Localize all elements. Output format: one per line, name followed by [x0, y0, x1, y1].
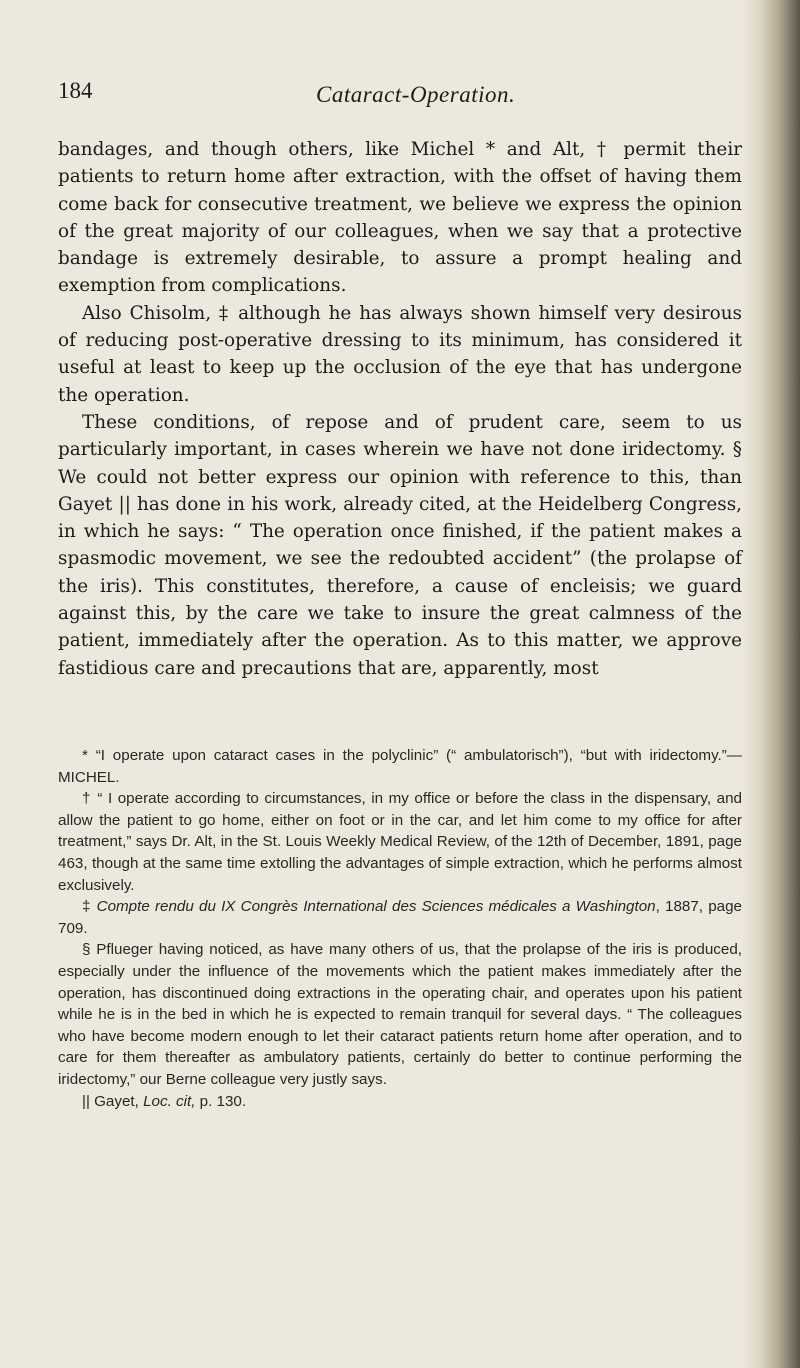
footnote-citation-title: Loc. cit, [143, 1092, 196, 1110]
page-edge-shadow [742, 0, 800, 1368]
body-paragraph: bandages, and though others, like Michel * and Alt, † permit their patients to return home after extraction, with the offset of having them come back for consecutive treatment, we believe we express the opinion of the great majority of our colleagues, when we say that a protective bandage is extremely desirable, to assure a prompt healing and exemption from complications. [58, 139, 742, 297]
body-text [58, 136, 742, 682]
footnote-alt: † “ I operate according to circumstances, in my office or before the class in the dispensary, and allow the patient to go home, either on foot or in the car, and let him come to my office for after treatment,” says Dr. Alt, in the St. Louis Weekly Medical Review, of the 12th of December, 1891, page 463, though at the same time extolling the advantages of simple extraction, which he performs almost exclusively. [58, 790, 742, 894]
footnotes [58, 745, 742, 1112]
footnote-citation-rest: p. 130. [195, 1092, 247, 1110]
running-head: Cataract-Operation. [316, 82, 516, 107]
body-paragraph: Also Chisolm, ‡ although he has always shown himself very desirous of reducing post-operative dressing to its minimum, has considered it useful at least to keep up the occlusion of the eye that has undergone the operation. [58, 302, 742, 406]
footnote-citation-title: Compte rendu du IX Congrès International des Sciences médicales a Washington [96, 898, 656, 916]
footnote-pflueger: § Pflueger having noticed, as have many others of us, that the prolapse of the iris is produced, especially under the influence of the movements which the patient makes immediately after the operation, has discontinued doing extractions in the operating chair, and operates upon his patient while he is in the bed in which he is expected to remain tranquil for several days. “ The colleagues who have become modern enough to let their cataract patients return home after operation, and to care for them thereafter as ambulatory patients, certainly do better to continue performing the iridectomy,” our Berne colleague very justly says. [58, 941, 742, 1088]
page-number: 184 [58, 78, 93, 103]
page-header [58, 78, 698, 112]
footnote-chisolm [58, 896, 742, 939]
footnote-citation-rest: , 1887, page 709. [58, 898, 742, 937]
footnote-gayet [58, 1091, 742, 1113]
body-paragraph: These conditions, of repose and of prudent care, seem to us particularly important, in cases wherein we have not done iridectomy. § We could not better express our opinion with reference to this, than Gayet || has done in his work, already cited, at the Heidelberg Congress, in which he says: “ The operation once finished, if the patient makes a spasmodic movement, we see the redoubted accident” (the prolapse of the iris). This constitutes, therefore, a cause of encleisis; we guard against this, by the care we take to insure the great calmness of the patient, immediately after the operation. As to this matter, we approve fastidious care and precautions that are, apparently, most [58, 411, 742, 679]
footnote-michel: * “I operate upon cataract cases in the polyclinic” (“ ambulatorisch”), “but with iridectomy.”—MICHEL. [58, 747, 742, 786]
footnote-mark: || Gayet, [82, 1092, 144, 1110]
footnote-mark: ‡ [82, 898, 97, 916]
